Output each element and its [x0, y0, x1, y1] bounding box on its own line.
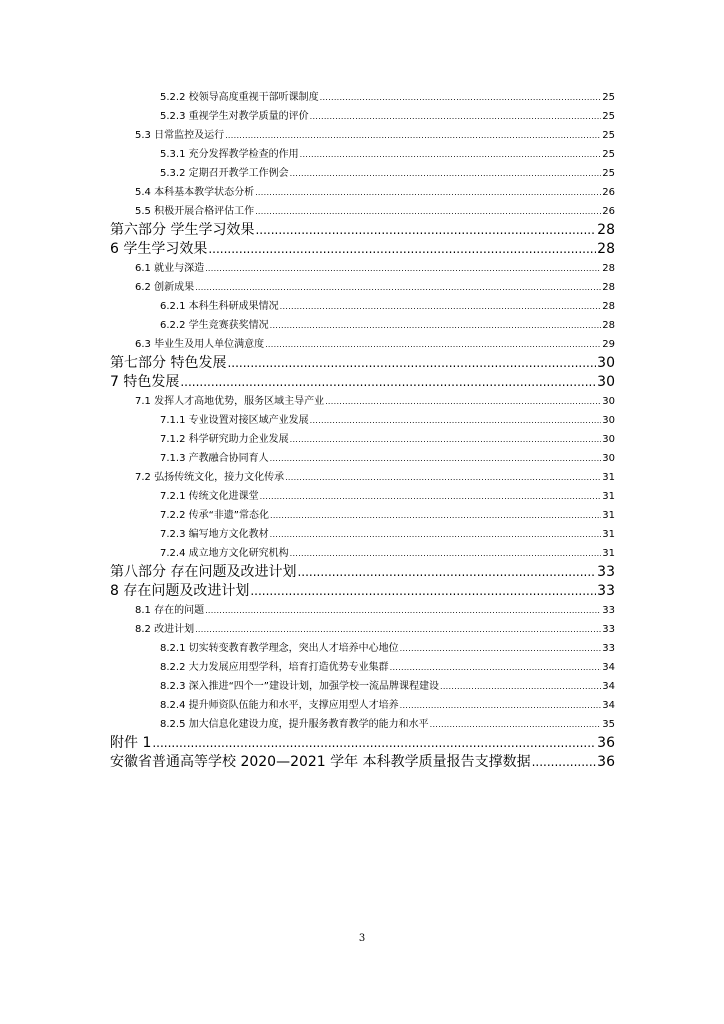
- dot-leader: [325, 392, 601, 411]
- toc-entry[interactable]: [110, 107, 615, 126]
- page-number: 3: [358, 933, 366, 944]
- toc-entry-page: 28: [602, 320, 615, 331]
- dot-leader: [270, 316, 602, 335]
- toc-entry-title: 5.2.2 校领导高度重视干部听课制度: [160, 92, 319, 103]
- toc-entry-title: 安徽省普通高等学校 2020—2021 学年 本科教学质量报告支撑数据: [110, 754, 531, 770]
- toc-entry[interactable]: [110, 449, 615, 468]
- toc-entry[interactable]: [110, 430, 615, 449]
- toc-entry-title: 第六部分 学生学习效果: [110, 222, 255, 238]
- toc-entry-title: 7.1.2 科学研究助力企业发展: [160, 434, 289, 445]
- dot-leader: [265, 335, 601, 354]
- toc-entry-page: 31: [602, 529, 615, 540]
- dot-leader: [290, 430, 602, 449]
- toc-entry-page: 33: [602, 605, 615, 616]
- toc-entry-page: 36: [597, 735, 615, 751]
- dot-leader: [255, 183, 601, 202]
- dot-leader: [320, 88, 602, 107]
- toc-entry-title: 8.2.1 切实转变教育教学理念，突出人才培养中心地位: [160, 643, 399, 654]
- dot-leader: [440, 677, 601, 696]
- toc-entry-page: 28: [602, 282, 615, 293]
- toc-entry-page: 29: [602, 339, 615, 350]
- toc-entry-page: 26: [602, 187, 615, 198]
- dot-leader: [270, 525, 602, 544]
- toc-entry-title: 第八部分 存在问题及改进计划: [110, 564, 297, 580]
- toc-entry[interactable]: [110, 335, 615, 354]
- toc-entry[interactable]: [110, 126, 615, 145]
- toc-entry-page: 25: [602, 168, 615, 179]
- toc-entry-title: 7.2 弘扬传统文化，接力文化传承: [135, 472, 285, 483]
- toc-entry[interactable]: [110, 544, 615, 563]
- toc-entry-title: 7 特色发展: [110, 374, 180, 390]
- dot-leader: [400, 696, 602, 715]
- dot-leader: [227, 354, 596, 373]
- toc-entry-page: 33: [597, 583, 615, 599]
- toc-entry-title: 7.1.1 专业设置对接区域产业发展: [160, 415, 309, 426]
- toc-entry[interactable]: [110, 297, 615, 316]
- dot-leader: [310, 107, 602, 126]
- dot-leader: [255, 221, 596, 240]
- toc-entry[interactable]: [110, 677, 615, 696]
- toc-entry-title: 5.4 本科基本教学状态分析: [135, 187, 255, 198]
- dot-leader: [255, 202, 601, 221]
- toc-entry[interactable]: [110, 259, 615, 278]
- toc-entry-page: 25: [602, 130, 615, 141]
- toc-entry[interactable]: [110, 221, 615, 240]
- toc-entry-page: 28: [602, 301, 615, 312]
- toc-entry-title: 8.2.2 大力发展应用型学科，培育打造优势专业集群: [160, 662, 389, 673]
- toc-entry-title: 7.2.4 成立地方文化研究机构: [160, 548, 289, 559]
- dot-leader: [250, 582, 596, 601]
- toc-entry[interactable]: [110, 278, 615, 297]
- dot-leader: [205, 259, 601, 278]
- toc-entry[interactable]: [110, 658, 615, 677]
- toc-entry-title: 8.2.5 加大信息化建设力度，提升服务教育教学的能力和水平: [160, 719, 429, 730]
- dot-leader: [280, 297, 602, 316]
- toc-entry-title: 7.2.2 传承“非遗”常态化: [160, 510, 269, 521]
- toc-entry-page: 30: [597, 374, 615, 390]
- toc-entry-page: 31: [602, 472, 615, 483]
- dot-leader: [205, 601, 601, 620]
- toc-entry-page: 25: [602, 149, 615, 160]
- toc-entry-title: 6.2.2 学生竞赛获奖情况: [160, 320, 269, 331]
- toc-entry-page: 33: [602, 624, 615, 635]
- dot-leader: [208, 240, 596, 259]
- toc-entry[interactable]: [110, 354, 615, 373]
- toc-entry[interactable]: [110, 183, 615, 202]
- toc-entry[interactable]: [110, 506, 615, 525]
- toc-entry-page: 25: [602, 92, 615, 103]
- toc-entry-page: 34: [602, 681, 615, 692]
- toc-entry[interactable]: [110, 620, 615, 639]
- toc-entry-title: 8 存在问题及改进计划: [110, 583, 250, 599]
- toc-entry[interactable]: [110, 696, 615, 715]
- toc-entry-page: 31: [602, 510, 615, 521]
- toc-entry[interactable]: [110, 563, 615, 582]
- dot-leader: [270, 506, 601, 525]
- dot-leader: [195, 620, 601, 639]
- toc-entry-page: 31: [602, 548, 615, 559]
- toc-entry-title: 6.3 毕业生及用人单位满意度: [135, 339, 265, 350]
- toc-entry-title: 8.2.4 提升师资队伍能力和水平，支撑应用型人才培养: [160, 700, 399, 711]
- toc-entry-title: 7.1.3 产教融合协同育人: [160, 453, 269, 464]
- toc-entry-page: 25: [602, 111, 615, 122]
- toc-entry-title: 8.2.3 深入推进“四个一”建设计划，加强学校一流品牌课程建设: [160, 681, 439, 692]
- toc-entry-page: 28: [597, 222, 615, 238]
- dot-leader: [430, 715, 602, 734]
- toc-entry[interactable]: [110, 715, 615, 734]
- toc-entry-title: 6.2 创新成果: [135, 282, 195, 293]
- dot-leader: [290, 544, 602, 563]
- toc-entry-title: 6.1 就业与深造: [135, 263, 205, 274]
- toc-entry-title: 5.2.3 重视学生对教学质量的评价: [160, 111, 309, 122]
- toc-entry[interactable]: [110, 411, 615, 430]
- toc-entry-title: 5.3 日常监控及运行: [135, 130, 225, 141]
- toc-entry-title: 6.2.1 本科生科研成果情况: [160, 301, 279, 312]
- dot-leader: [297, 563, 596, 582]
- dot-leader: [195, 278, 601, 297]
- toc-entry-title: 8.1 存在的问题: [135, 605, 205, 616]
- toc-entry[interactable]: [110, 373, 615, 392]
- toc-entry-page: 30: [602, 396, 615, 407]
- toc-entry[interactable]: [110, 164, 615, 183]
- toc-entry[interactable]: [110, 487, 615, 506]
- toc-entry-page: 30: [602, 415, 615, 426]
- toc-entry[interactable]: [110, 468, 615, 487]
- toc-entry[interactable]: [110, 601, 615, 620]
- dot-leader: [532, 753, 597, 772]
- toc-entry-page: 33: [597, 564, 615, 580]
- toc-entry[interactable]: [110, 639, 615, 658]
- toc-entry-page: 30: [602, 453, 615, 464]
- dot-leader: [390, 658, 602, 677]
- toc-entry-page: 30: [597, 355, 615, 371]
- toc-entry[interactable]: [110, 753, 615, 772]
- toc-entry-page: 31: [602, 491, 615, 502]
- toc-entry[interactable]: [110, 392, 615, 411]
- toc-entry[interactable]: [110, 240, 615, 259]
- dot-leader: [260, 487, 602, 506]
- toc-entry[interactable]: [110, 525, 615, 544]
- toc-entry-page: 35: [602, 719, 615, 730]
- dot-leader: [300, 145, 602, 164]
- toc-entry-page: 34: [602, 662, 615, 673]
- toc-entry-title: 6 学生学习效果: [110, 241, 208, 257]
- dot-leader: [310, 411, 602, 430]
- toc-entry-page: 36: [597, 754, 615, 770]
- toc-entry[interactable]: [110, 202, 615, 221]
- toc-entry-title: 5.3.1 充分发挥教学检查的作用: [160, 149, 299, 160]
- toc-entry[interactable]: [110, 145, 615, 164]
- toc-entry[interactable]: [110, 582, 615, 601]
- toc-entry[interactable]: [110, 88, 615, 107]
- toc-entry-title: 5.3.2 定期召开教学工作例会: [160, 168, 289, 179]
- toc-entry-title: 7.2.1 传统文化进课堂: [160, 491, 259, 502]
- table-of-contents: [110, 88, 615, 772]
- dot-leader: [152, 734, 596, 753]
- toc-entry-page: 26: [602, 206, 615, 217]
- toc-entry-title: 7.1 发挥人才高地优势，服务区域主导产业: [135, 396, 325, 407]
- toc-entry[interactable]: [110, 734, 615, 753]
- toc-entry-title: 7.2.3 编写地方文化教材: [160, 529, 269, 540]
- toc-entry-title: 第七部分 特色发展: [110, 355, 227, 371]
- dot-leader: [400, 639, 602, 658]
- toc-entry[interactable]: [110, 316, 615, 335]
- toc-entry-page: 34: [602, 700, 615, 711]
- toc-entry-title: 附件 1: [110, 735, 152, 751]
- toc-entry-page: 30: [602, 434, 615, 445]
- dot-leader: [225, 126, 601, 145]
- toc-entry-page: 28: [597, 241, 615, 257]
- dot-leader: [180, 373, 596, 392]
- dot-leader: [270, 449, 602, 468]
- toc-entry-page: 33: [602, 643, 615, 654]
- toc-entry-title: 8.2 改进计划: [135, 624, 195, 635]
- toc-entry-page: 28: [602, 263, 615, 274]
- dot-leader: [285, 468, 601, 487]
- toc-entry-title: 5.5 积极开展合格评估工作: [135, 206, 255, 217]
- dot-leader: [290, 164, 602, 183]
